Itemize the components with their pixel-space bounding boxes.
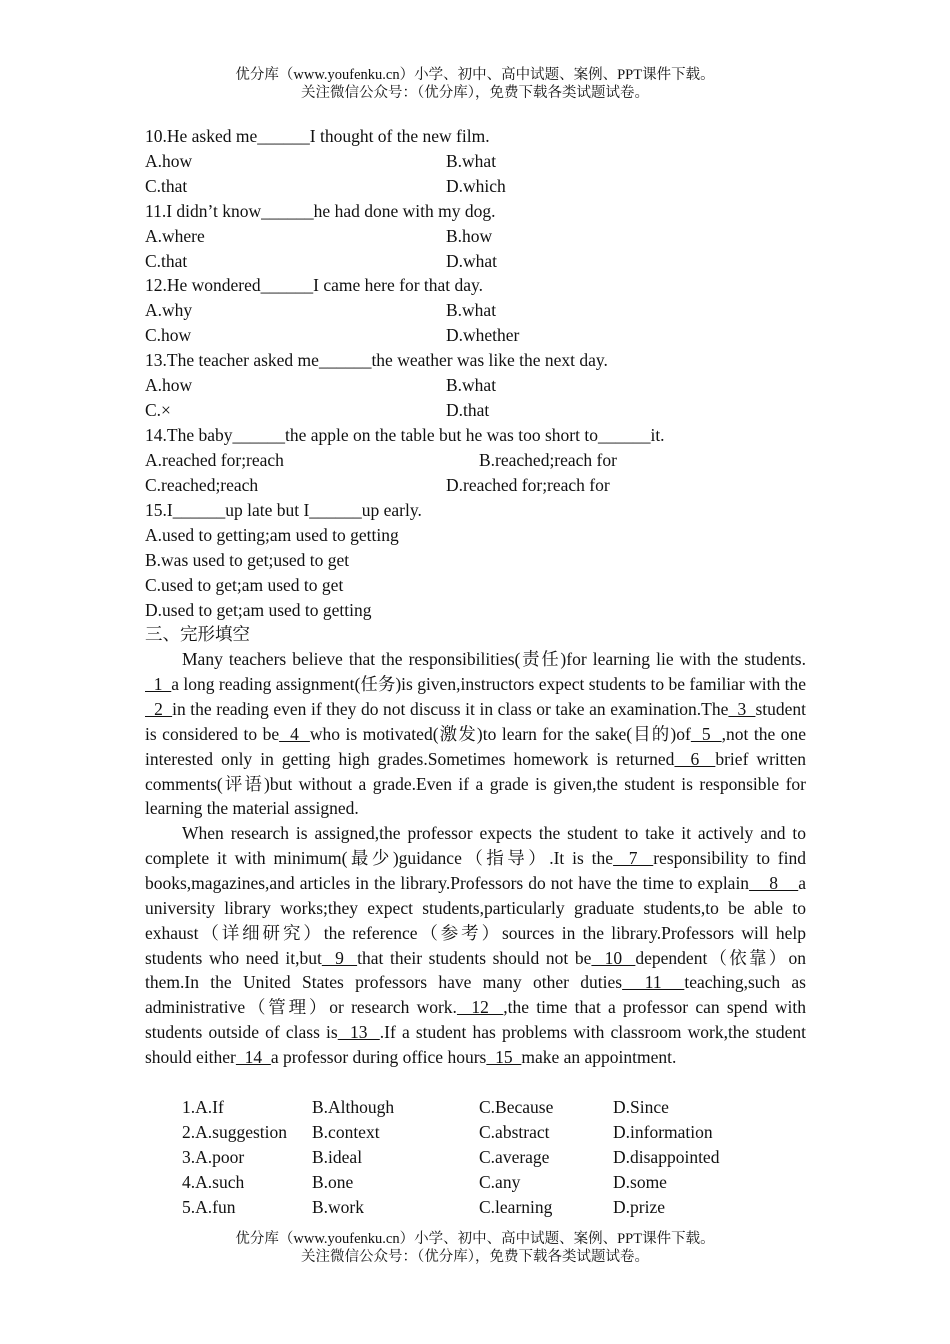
section-3-title: 三、完形填空 bbox=[145, 624, 250, 644]
blank-3: 3 bbox=[728, 698, 756, 719]
question-10-option-c: C.that bbox=[145, 176, 188, 196]
cloze-option-2-c: C.abstract bbox=[479, 1122, 550, 1142]
question-11-option-b: B.how bbox=[446, 226, 493, 246]
question-10-option-d: D.which bbox=[446, 176, 506, 196]
question-12-option-b: B.what bbox=[446, 300, 497, 320]
blank-9: 9 bbox=[321, 947, 358, 968]
cloze-text: .If a student has problems with classroom work,the student should either bbox=[145, 1022, 807, 1068]
blank-6: 6 bbox=[674, 748, 716, 769]
blank-5: 5 bbox=[690, 723, 722, 744]
question-10-stem: 10.He asked me______I thought of the new film. bbox=[145, 126, 490, 146]
cloze-option-1-a: 1.A.If bbox=[182, 1097, 224, 1117]
cloze-option-2-b: B.context bbox=[312, 1122, 380, 1142]
question-14-stem: 14.The baby______the apple on the table but he was too short to______it. bbox=[145, 425, 665, 445]
cloze-option-3-d: D.disappointed bbox=[613, 1147, 720, 1167]
question-11-option-a: A.where bbox=[145, 226, 205, 246]
cloze-option-4-d: D.some bbox=[613, 1172, 667, 1192]
cloze-option-1-d: D.Since bbox=[613, 1097, 669, 1117]
cloze-option-3-a: 3.A.poor bbox=[182, 1147, 245, 1167]
cloze-option-5-b: B.work bbox=[312, 1197, 365, 1217]
question-14-option-c: C.reached;reach bbox=[145, 475, 259, 495]
cloze-text: responsibility to find books,magazines,and articles in the library.Professors do not have the time to explain bbox=[145, 847, 807, 893]
question-15-option-d: D.used to get;am used to getting bbox=[145, 600, 372, 620]
blank-10: 10 bbox=[591, 947, 636, 968]
question-11-option-c: C.that bbox=[145, 251, 188, 271]
cloze-text: make an appointment. bbox=[521, 1047, 677, 1068]
cloze-text: in the reading even if they do not discuss it in class or take an examination.The bbox=[172, 698, 729, 719]
question-15-option-c: C.used to get;am used to get bbox=[145, 575, 344, 595]
question-10-option-a: A.how bbox=[145, 151, 193, 171]
cloze-text: who is motivated(激发)to learn for the sake(目的)of bbox=[309, 723, 691, 744]
question-15-stem: 15.I______up late but I______up early. bbox=[145, 500, 422, 520]
cloze-option-4-a: 4.A.such bbox=[182, 1172, 245, 1192]
footer-line-2: 关注微信公众号：（优分库），免费下载各类试题试卷。 bbox=[301, 1249, 649, 1265]
cloze-option-1-b: B.Although bbox=[312, 1097, 395, 1117]
blank-13: 13 bbox=[337, 1022, 380, 1043]
blank-7: 7 bbox=[613, 847, 654, 868]
page-footer bbox=[0, 1230, 950, 1266]
cloze-option-2-a: 2.A.suggestion bbox=[182, 1122, 287, 1142]
cloze-option-3-c: C.average bbox=[479, 1147, 550, 1167]
blank-12: 12 bbox=[456, 997, 504, 1018]
question-12-stem: 12.He wondered______I came here for that day. bbox=[145, 275, 484, 295]
blank-1: 1 bbox=[145, 673, 172, 694]
header-line-2: 关注微信公众号：（优分库），免费下载各类试题试卷。 bbox=[301, 85, 649, 101]
question-11-option-d: D.what bbox=[446, 251, 498, 271]
cloze-option-2-d: D.information bbox=[613, 1122, 713, 1142]
cloze-text: student is considered to be bbox=[145, 698, 807, 744]
cloze-text: Many teachers believe that the responsibilities(责任)for learning lie with the students. bbox=[182, 649, 806, 669]
question-12-option-c: C.how bbox=[145, 325, 192, 345]
blank-11: 11 bbox=[622, 972, 685, 993]
question-13-stem: 13.The teacher asked me______the weather was like the next day. bbox=[145, 350, 608, 370]
question-14-option-a: A.reached for;reach bbox=[145, 450, 284, 470]
cloze-paragraph-1 bbox=[145, 647, 806, 821]
cloze-text: When research is assigned,the professor expects the student to take it actively and to complete it with minimum(最少)guidance（指导）.It is the bbox=[145, 823, 806, 868]
cloze-option-5-a: 5.A.fun bbox=[182, 1197, 236, 1217]
cloze-text: a university library works;they expect students,particularly graduate students,to be able to exhaust（详细研究）the reference（参考）sources in the library.Professors will help students who need it,but bbox=[145, 872, 807, 968]
cloze-option-5-c: C.learning bbox=[479, 1197, 553, 1217]
question-13-option-d: D.that bbox=[446, 400, 490, 420]
question-13-option-a: A.how bbox=[145, 375, 193, 395]
question-12-option-d: D.whether bbox=[446, 325, 520, 345]
blank-4: 4 bbox=[279, 723, 310, 744]
page-header bbox=[0, 66, 950, 102]
blank-8: 8 bbox=[749, 872, 799, 893]
cloze-option-3-b: B.ideal bbox=[312, 1147, 363, 1167]
cloze-option-4-c: C.any bbox=[479, 1172, 521, 1192]
cloze-text: dependent（依靠）on them.In the United States professors have many other duties bbox=[145, 947, 807, 993]
cloze-text: teaching,such as administrative（管理）or research work. bbox=[145, 972, 806, 1018]
blank-14: 14 bbox=[235, 1047, 271, 1068]
blank-2: 2 bbox=[145, 698, 173, 719]
question-15-option-b: B.was used to get;used to get bbox=[145, 550, 350, 570]
cloze-text: a long reading assignment(任务)is given,instructors expect students to be familiar with the bbox=[171, 673, 807, 694]
question-13-option-c: C.× bbox=[145, 400, 171, 420]
question-10-option-b: B.what bbox=[446, 151, 497, 171]
cloze-text: brief written comments(评语)but without a grade.Even if a grade is given,the student is responsible for learning the material assigned. bbox=[145, 748, 807, 819]
question-11-stem: 11.I didn’t know______he had done with my dog. bbox=[145, 201, 496, 221]
cloze-text: ,not the one interested only in getting high grades.Sometimes homework is returned bbox=[145, 723, 807, 769]
question-12-option-a: A.why bbox=[145, 300, 193, 320]
question-15-option-a: A.used to getting;am used to getting bbox=[145, 525, 399, 545]
blank-15: 15 bbox=[486, 1047, 522, 1068]
cloze-option-4-b: B.one bbox=[312, 1172, 354, 1192]
cloze-text: ,the time that a professor can spend with students outside of class is bbox=[145, 997, 806, 1043]
cloze-paragraph-2 bbox=[145, 821, 806, 1070]
cloze-option-5-d: D.prize bbox=[613, 1197, 665, 1217]
header-line-1: 优分库（www.youfenku.cn）小学、初中、高中试题、案例、PPT课件下载。 bbox=[235, 67, 715, 83]
cloze-text: a professor during office hours bbox=[270, 1047, 487, 1068]
cloze-option-1-c: C.Because bbox=[479, 1097, 554, 1117]
footer-line-1: 优分库（www.youfenku.cn）小学、初中、高中试题、案例、PPT课件下载。 bbox=[235, 1231, 715, 1247]
cloze-text: that their students should not be bbox=[357, 947, 592, 968]
question-14-option-b: B.reached;reach for bbox=[479, 450, 617, 470]
question-13-option-b: B.what bbox=[446, 375, 497, 395]
question-14-option-d: D.reached for;reach for bbox=[446, 475, 610, 495]
